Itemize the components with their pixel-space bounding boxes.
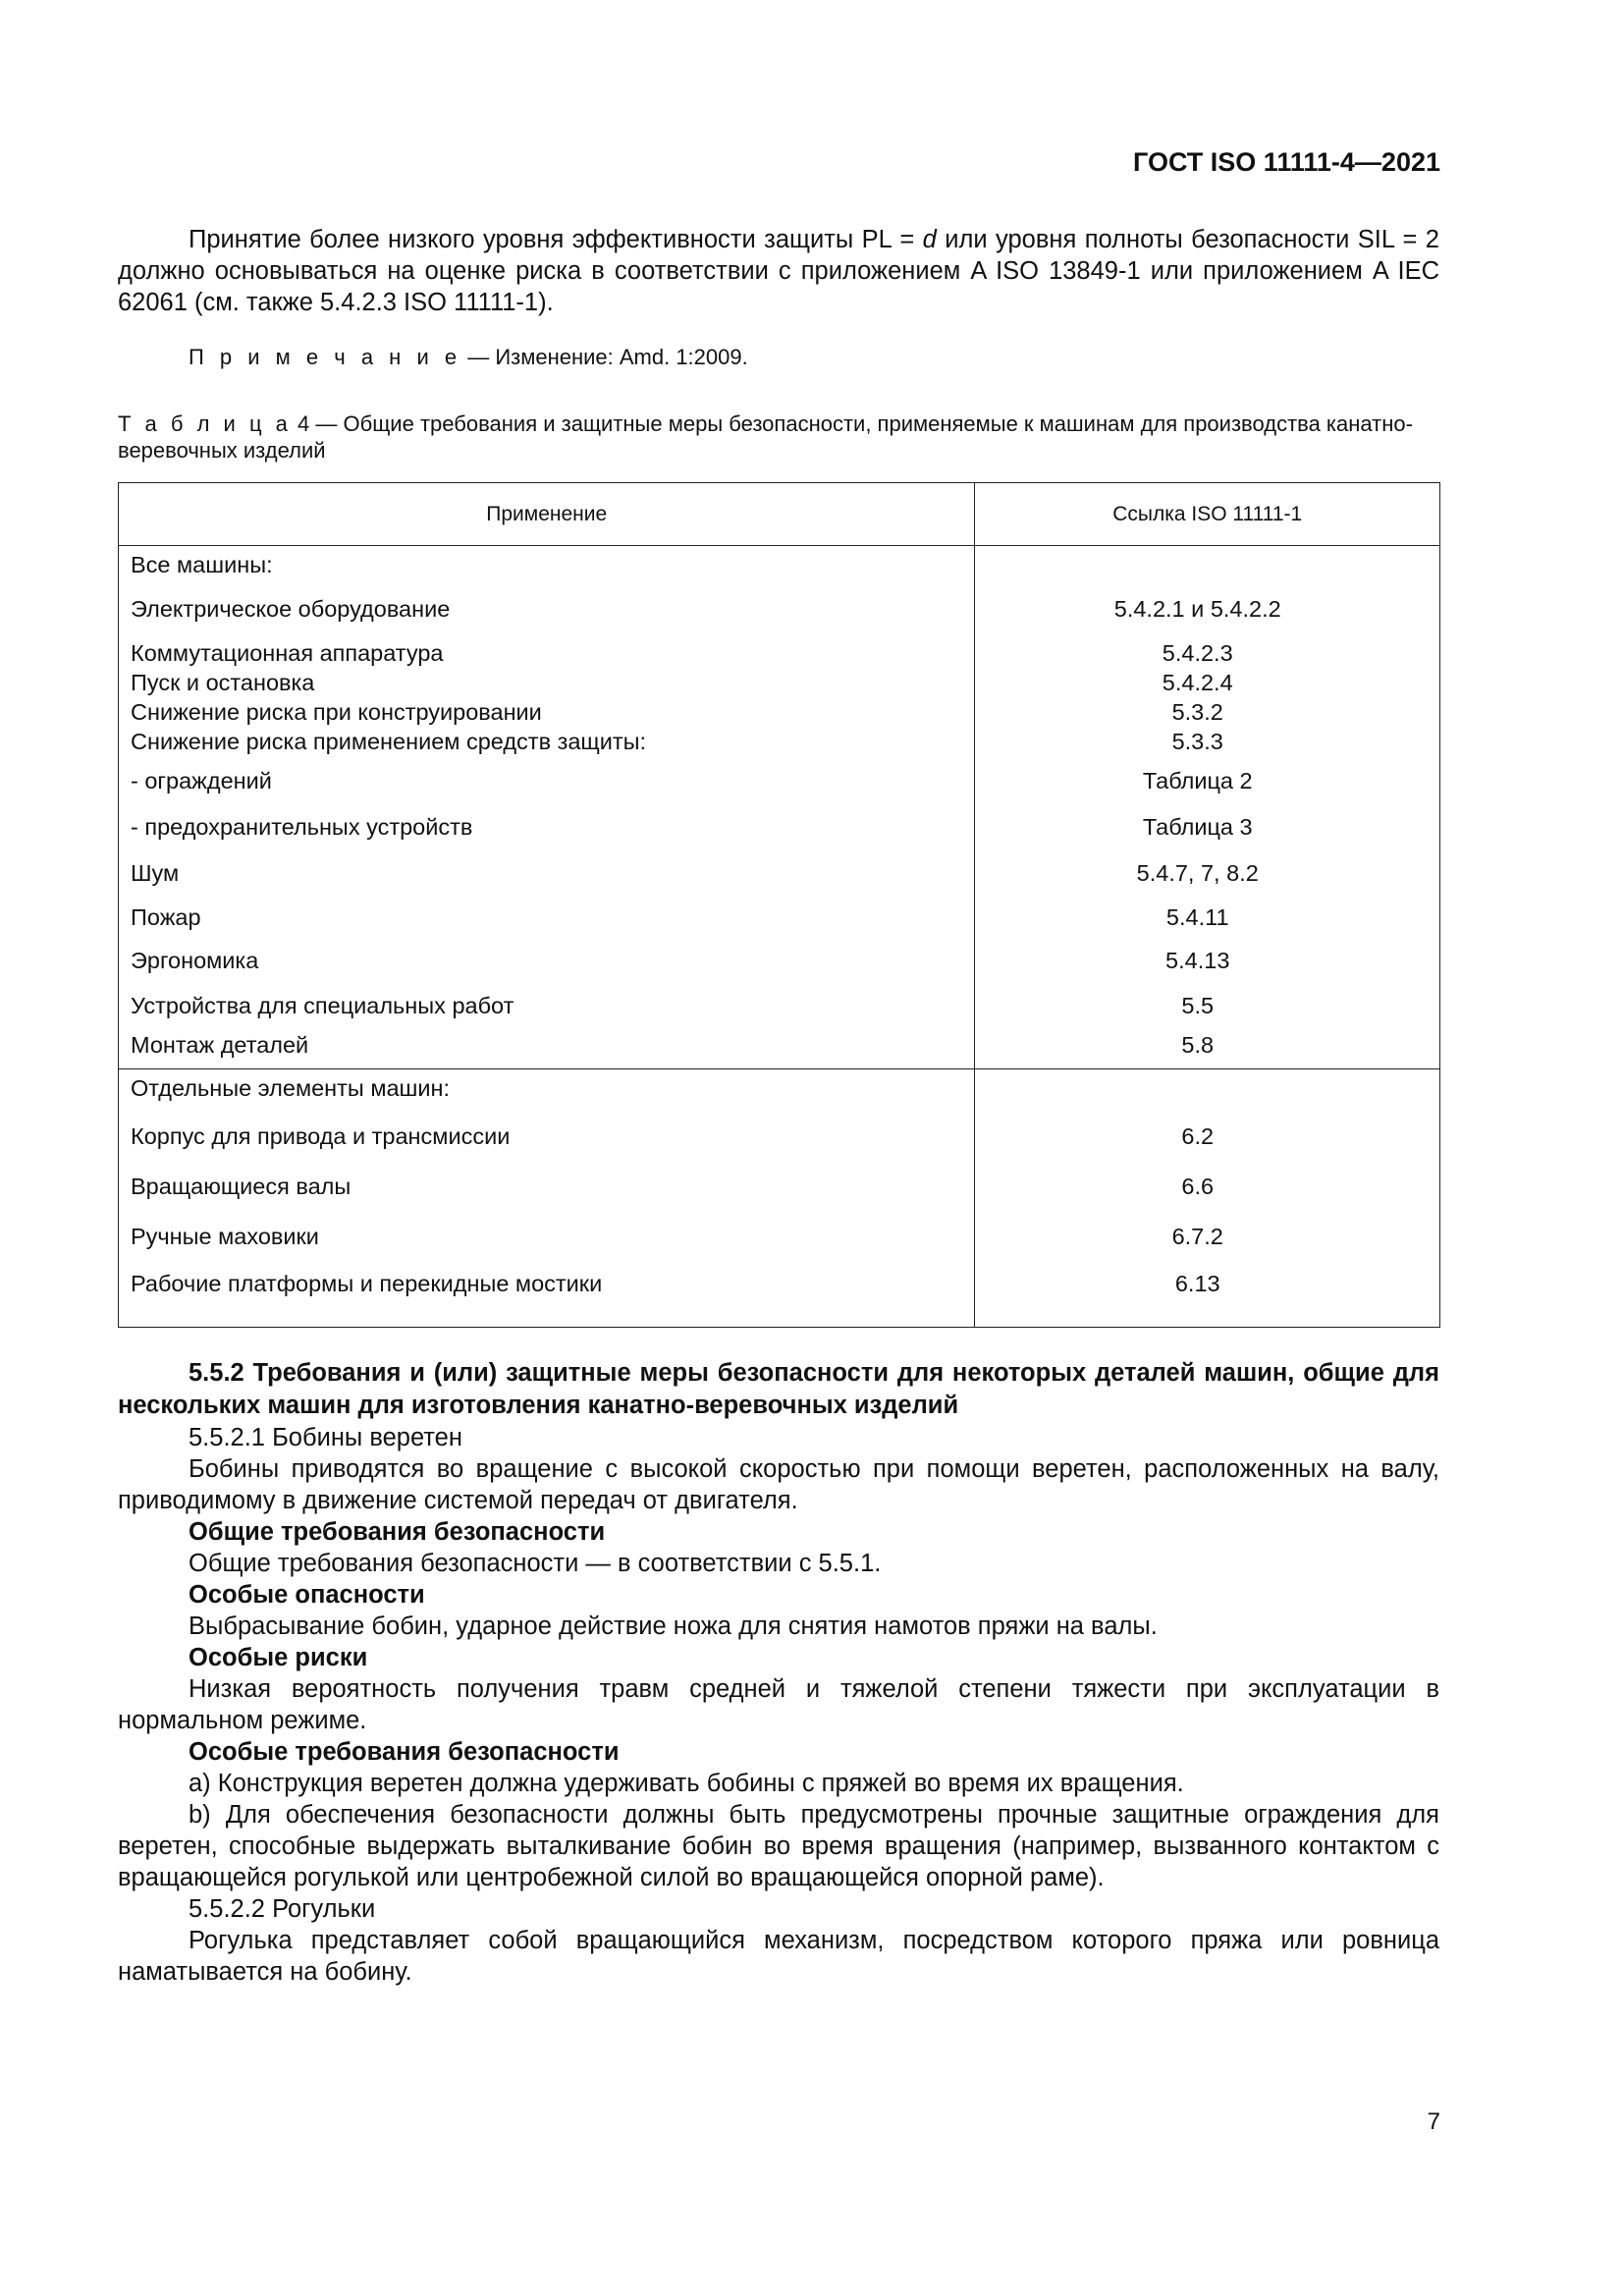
table-cell: 5.4.13	[1165, 948, 1230, 973]
table-cell: Пуск и остановка	[131, 670, 315, 695]
table-caption: Т а б л и ц а 4 — Общие требования и защитные меры безопасности, применяемые к машинам для производства канатно-веревочных изделий	[118, 411, 1413, 463]
header-reference: Ссылка ISO 11111-1	[975, 483, 1440, 546]
header-application: Применение	[119, 483, 975, 546]
table-cell: 5.4.2.1 и 5.4.2.2	[1113, 596, 1281, 622]
table-cell: 5.4.2.3	[1162, 640, 1233, 666]
paragraph: Выбрасывание бобин, ударное действие ножа для снятия намотов пряжи на валы.	[189, 1613, 1158, 1640]
table-cell: 6.6	[1181, 1174, 1215, 1199]
table-cell: Монтаж деталей	[131, 1032, 309, 1058]
table-cell: 5.4.11	[1165, 904, 1229, 930]
paragraph: Рогулька представляет собой вращающийся механизм, посредством которого пряжа или ровница наматывается на бобину.	[118, 1927, 1439, 1986]
heading-hazards: Особые опасности	[189, 1581, 425, 1609]
intro-paragraph: Принятие более низкого уровня эффективности защиты PL = d или уровня полноты безопасности SIL = 2 должно основываться на оценке риска в соответствии с приложением A ISO 13849-1 или приложением A IEC 62061 (см. также 5.4.2.3 ISO 11111-1).	[118, 226, 1439, 316]
paragraph: Низкая вероятность получения травм средней и тяжелой степени тяжести при эксплуатации в нормальном режиме.	[118, 1675, 1439, 1734]
paragraph: Общие требования безопасности — в соответствии с 5.5.1.	[189, 1550, 882, 1577]
table-cell: Эргономика	[131, 948, 259, 973]
table-cell: 6.13	[1174, 1271, 1220, 1296]
table-cell: 5.3.2	[1171, 699, 1223, 725]
table-row-group-individual-elements	[119, 1069, 1440, 1328]
table-cell: Снижение риска при конструировании	[131, 699, 542, 725]
table-cell: Снижение риска применением средств защиты:	[131, 729, 647, 754]
table-cell: - ограждений	[131, 768, 272, 793]
section-title: 5.5.2 Требования и (или) защитные меры безопасности для некоторых деталей машин, общие для нескольких машин для изготовления канатно-веревочных изделий	[118, 1359, 1439, 1419]
list-item-a: a) Конструкция веретен должна удерживать бобины с пряжей во время их вращения.	[189, 1770, 1184, 1797]
table-header-row	[119, 483, 1440, 546]
table-cell: Таблица 2	[1142, 768, 1253, 793]
group2-right	[975, 1069, 1440, 1328]
section-body	[118, 1357, 1439, 1988]
table-cell: Все машины:	[131, 552, 273, 577]
table-row-group-all-machines	[119, 546, 1440, 1069]
subsection-title-2: 5.5.2.2 Рогульки	[189, 1895, 376, 1923]
table-cell: Шум	[131, 860, 180, 886]
heading-general: Общие требования безопасности	[189, 1518, 606, 1546]
table-cell: - предохранительных устройств	[131, 814, 473, 840]
table-cell: 5.3.3	[1171, 729, 1223, 754]
table-cell	[975, 1073, 1420, 1103]
table-cell: Таблица 3	[1142, 814, 1253, 840]
heading-risks: Особые риски	[189, 1644, 368, 1671]
table-cell: 6.7.2	[1171, 1224, 1223, 1249]
heading-special: Особые требования безопасности	[189, 1738, 620, 1766]
table-cell: 5.4.2.4	[1162, 670, 1233, 695]
table-cell: Устройства для специальных работ	[131, 993, 514, 1018]
table-cell: 5.8	[1181, 1032, 1215, 1058]
table-cell: 6.2	[1181, 1123, 1215, 1149]
note: П р и м е ч а н и е — Изменение: Amd. 1:2009.	[189, 345, 748, 369]
table-cell: 5.4.7, 7, 8.2	[1136, 860, 1259, 886]
table-cell: Коммутационная аппаратура	[131, 640, 444, 666]
list-item-b: b) Для обеспечения безопасности должны быть предусмотрены прочные защитные ограждения для веретен, способные выдержать выталкивание бобин во время вращения (например, вызванного контактом с вращающейся рогулькой или центробежной силой во вращающейся опорной раме).	[118, 1801, 1439, 1891]
group1-right	[975, 546, 1440, 1069]
table-cell: Электрическое оборудование	[131, 596, 451, 622]
table-cell: 5.5	[1181, 993, 1215, 1018]
table-cell: Рабочие платформы и перекидные мостики	[131, 1271, 603, 1296]
document-id: ГОСТ ISO 11111-4—2021	[1133, 147, 1440, 177]
table-cell: Корпус для привода и трансмиссии	[131, 1123, 511, 1149]
group2-left	[119, 1069, 975, 1328]
requirements-table	[118, 482, 1440, 1328]
table-cell: Пожар	[131, 904, 201, 930]
subsection-title-1: 5.5.2.1 Бобины веретен	[189, 1424, 462, 1451]
table-cell	[975, 550, 1420, 579]
page-number: 7	[1427, 2108, 1440, 2135]
group1-left	[119, 546, 975, 1069]
paragraph: Бобины приводятся во вращение с высокой скоростью при помощи веретен, расположенных на валу, приводимому в движение системой передач от двигателя.	[118, 1455, 1439, 1514]
table-cell: Ручные маховики	[131, 1224, 319, 1249]
table-cell: Отдельные элементы машин:	[131, 1075, 451, 1101]
table-cell: Вращающиеся валы	[131, 1174, 352, 1199]
